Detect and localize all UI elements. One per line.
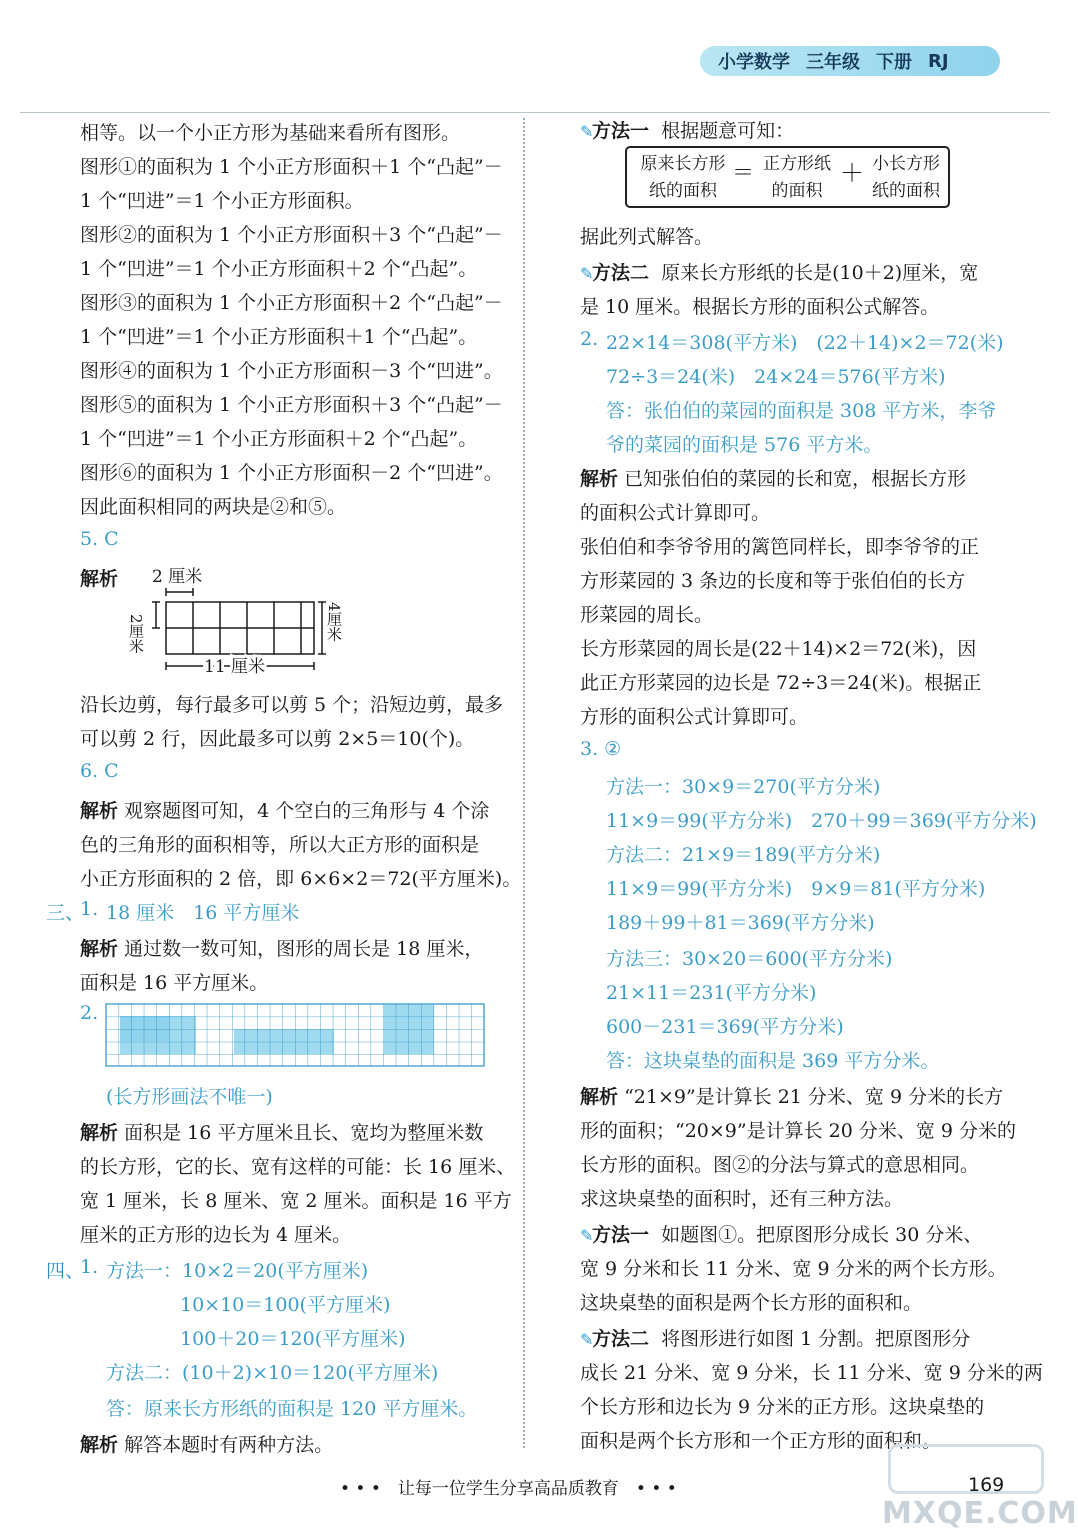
question-number: 2.: [580, 328, 599, 350]
grid-drawing: [106, 1004, 486, 1068]
footer-slogan: • • • 让每一位学生分享高品质教育 • • •: [340, 1479, 677, 1499]
watermark-text: MXQE.COM: [882, 1496, 1078, 1531]
pencil-icon: ✎: [580, 1226, 594, 1245]
text-line: 图形⑤的面积为 1 个小正方形面积＋3 个“凸起”－: [80, 394, 503, 416]
text-line: 方形菜园的 3 条边的长度和等于张伯伯的长方: [580, 570, 966, 592]
text-line: 的长方形，它的长、宽有这样的可能：长 16 厘米、: [80, 1156, 516, 1178]
text-line: 图形②的面积为 1 个小正方形面积＋3 个“凸起”－: [80, 224, 503, 246]
header-subject: 小学数学: [718, 52, 790, 73]
text-line: 图形①的面积为 1 个小正方形面积＋1 个“凸起”－: [80, 156, 503, 178]
section-four-label: 四、: [46, 1260, 85, 1282]
text-line: 宽 1 厘米，长 8 厘米、宽 2 厘米。面积是 16 平方: [80, 1190, 512, 1212]
pencil-icon: ✎: [580, 264, 594, 283]
text-line: 此正方形菜园的边长是 72÷3＝24(米)。根据正: [580, 672, 982, 694]
answer-line: 答：原来长方形纸的面积是 120 平方厘米。: [106, 1398, 478, 1420]
question-number: 2.: [80, 1002, 99, 1024]
method-tag: 方法二: [592, 262, 650, 284]
text-line: [80, 1118, 483, 1145]
text-line: [80, 934, 483, 961]
method-tag: 方法二: [592, 1328, 650, 1350]
text-line: 形的面积；“20×9”是计算长 20 分米、宽 9 分米的: [580, 1120, 1017, 1142]
dim-left-label: 2厘米: [127, 614, 145, 654]
answer-line: 爷的菜园的面积是 576 平方米。: [606, 434, 883, 456]
header-edition: RJ: [928, 50, 949, 72]
header-divider: [20, 112, 1050, 113]
dim-right-label: 4厘米: [325, 602, 343, 642]
answer-line: 答：这块桌垫的面积是 369 平方分米。: [606, 1050, 940, 1072]
pencil-icon: ✎: [580, 1330, 594, 1349]
answer-q3: 3. ②: [580, 738, 622, 760]
answer-q6: 6. C: [80, 760, 119, 782]
text-line: 图形⑥的面积为 1 个小正方形面积－2 个“凹进”。: [80, 462, 503, 484]
text-line: 可以剪 2 行，因此最多可以剪 2×5＝10(个)。: [80, 728, 475, 750]
text-line: 因此面积相同的两块是②和⑤。: [80, 496, 347, 518]
text-line: 形菜园的周长。: [580, 604, 714, 626]
text-line: 张伯伯和李爷爷用的篱笆同样长，即李爷爷的正: [580, 536, 980, 558]
text-line: 个长方形和边长为 9 分米的正方形。这块桌垫的: [580, 1396, 985, 1418]
method-tag: 方法一: [592, 1224, 650, 1246]
answer-line: 72÷3＝24(米) 24×24＝576(平方米): [606, 366, 946, 388]
answer-line: 11×9＝99(平方分米) 9×9＝81(平方分米): [606, 878, 986, 900]
text-span: “21×9”是计算长 21 分米、宽 9 分米的长方: [624, 1086, 1004, 1108]
text-line: 图形③的面积为 1 个小正方形面积＋2 个“凸起”－: [80, 292, 503, 314]
jiexi-label: 解析: [580, 1086, 619, 1108]
text-line: 求这块桌垫的面积时，还有三种方法。: [580, 1188, 904, 1210]
answer-line: 方法一：10×2＝20(平方厘米): [106, 1260, 369, 1282]
jiexi-label: 解析: [80, 1434, 119, 1456]
text-line: 方形的面积公式计算即可。: [580, 706, 809, 728]
method-tag: 方法一: [592, 120, 650, 142]
answer-q5: 5. C: [80, 528, 119, 550]
text-line: 色的三角形的面积相等，所以大正方形的面积是: [80, 834, 480, 856]
text-span: 将图形进行如图 1 分割。把原图形分: [661, 1328, 971, 1350]
note-text: (长方形画法不唯一): [106, 1086, 273, 1108]
header-volume: 下册: [876, 52, 912, 73]
text-line: 面积是 16 平方厘米。: [80, 972, 269, 994]
text-line: [580, 1082, 1003, 1109]
formula-term: 原来长方形: [640, 154, 726, 174]
dim-bottom-label: 11 厘米: [204, 657, 266, 677]
answer-line: 方法二：(10＋2)×10＝120(平方厘米): [106, 1362, 439, 1384]
text-line: 宽 9 分米和长 11 分米、宽 9 分米的两个长方形。: [580, 1258, 1007, 1280]
formula-term: 纸的面积: [649, 181, 717, 201]
text-line: [580, 1324, 970, 1351]
text-line: [580, 116, 794, 143]
text-line: 长方形的面积。图②的分法与算式的意思相同。: [580, 1154, 980, 1176]
formula-term: 小长方形: [872, 154, 940, 174]
watermark-logo: [852, 1438, 1078, 1536]
text-line: 沿长边剪，每行最多可以剪 5 个；沿短边剪，最多: [80, 694, 504, 716]
text-span: 原来长方形纸的长是(10＋2)厘米，宽: [661, 262, 979, 284]
text-line: 面积是两个长方形和一个正方形的面积和。: [580, 1430, 942, 1452]
text-line: [580, 258, 978, 285]
answer-line: 方法一：30×9＝270(平方分米): [606, 776, 881, 798]
text-span: 解答本题时有两种方法。: [124, 1434, 334, 1456]
text-line: [580, 1220, 982, 1247]
jiexi-label: 解析: [80, 1122, 119, 1144]
formula-term: 正方形纸: [763, 154, 831, 174]
text-span: 通过数一数可知，图形的周长是 18 厘米，: [124, 938, 484, 960]
text-span: 面积是 16 平方厘米且长、宽均为整厘米数: [124, 1122, 484, 1144]
section-three-label: 三、: [46, 902, 85, 924]
jiexi-label: 解析: [80, 938, 119, 960]
answer-line: 答：张伯伯的菜园的面积是 308 平方米，李爷: [606, 400, 997, 422]
text-line: 的面积公式计算即可。: [580, 502, 771, 524]
jiexi-label: 解析: [80, 568, 119, 590]
header-grade: 三年级: [806, 52, 860, 73]
answer-line: 100＋20＝120(平方厘米): [180, 1328, 406, 1350]
jiexi-label: 解析: [580, 468, 619, 490]
header-banner: [700, 46, 1000, 76]
text-line: 图形④的面积为 1 个小正方形面积－3 个“凹进”。: [80, 360, 503, 382]
formula-box: [625, 146, 950, 208]
text-line: 1 个“凹进”＝1 个小正方形面积＋1 个“凸起”。: [80, 326, 478, 348]
text-line: 1 个“凹进”＝1 个小正方形面积。: [80, 190, 364, 212]
answer-line: 21×11＝231(平方分米): [606, 982, 817, 1004]
question-number: 1.: [80, 1256, 99, 1278]
text-line: 成长 21 分米、宽 9 分米，长 11 分米、宽 9 分米的两: [580, 1362, 1043, 1384]
text-line: 相等。以一个小正方形为基础来看所有图形。: [80, 122, 461, 144]
plus-sign: ＋: [840, 159, 864, 187]
text-line: 厘米的正方形的边长为 4 厘米。: [80, 1224, 352, 1246]
text-line: [580, 464, 966, 491]
formula-term: 的面积: [771, 181, 823, 201]
pencil-icon: ✎: [580, 122, 594, 141]
answer-line: 方法二：21×9＝189(平方分米): [606, 844, 881, 866]
text-line: 据此列式解答。: [580, 226, 714, 248]
column-divider: [523, 118, 525, 1448]
answer-line: 10×10＝100(平方厘米): [180, 1294, 391, 1316]
text-line: 长方形菜园的周长是(22＋14)×2＝72(米)，因: [580, 638, 977, 660]
text-span: 观察题图可知，4 个空白的三角形与 4 个涂: [124, 800, 490, 822]
page-number: 169: [968, 1474, 1005, 1496]
answer-line: 22×14＝308(平方米) (22＋14)×2＝72(米): [606, 332, 1004, 354]
answer-line: 方法三：30×20＝600(平方分米): [606, 948, 893, 970]
answer-line: 11×9＝99(平方分米) 270＋99＝369(平方分米): [606, 810, 1037, 832]
formula-term: 纸的面积: [872, 181, 940, 201]
question-number: 1.: [80, 898, 99, 920]
text-line: 小正方形面积的 2 倍，即 6×6×2＝72(平方厘米)。: [80, 868, 522, 890]
text-line: 1 个“凹进”＝1 个小正方形面积＋2 个“凸起”。: [80, 258, 478, 280]
text-span: 根据题意可知：: [661, 120, 795, 142]
rectangle-cut-diagram: [128, 562, 348, 682]
text-line: 1 个“凹进”＝1 个小正方形面积＋2 个“凸起”。: [80, 428, 478, 450]
text-line: [80, 1430, 333, 1457]
equals-sign: ＝: [731, 161, 754, 186]
text-line: 这块桌垫的面积是两个长方形的面积和。: [580, 1292, 923, 1314]
text-line: [80, 796, 489, 823]
answer-3-1: 18 厘米 16 平方厘米: [106, 902, 300, 924]
text-line: 是 10 厘米。根据长方形的面积公式解答。: [580, 296, 940, 318]
answer-line: 189＋99＋81＝369(平方分米): [606, 912, 875, 934]
jiexi-label: 解析: [80, 800, 119, 822]
answer-line: 600－231＝369(平方分米): [606, 1016, 844, 1038]
dim-top-label: 2 厘米: [152, 567, 203, 587]
text-span: 如题图①。把原图形分成长 30 分米、: [661, 1224, 983, 1246]
text-span: 已知张伯伯的菜园的长和宽，根据长方形: [624, 468, 967, 490]
